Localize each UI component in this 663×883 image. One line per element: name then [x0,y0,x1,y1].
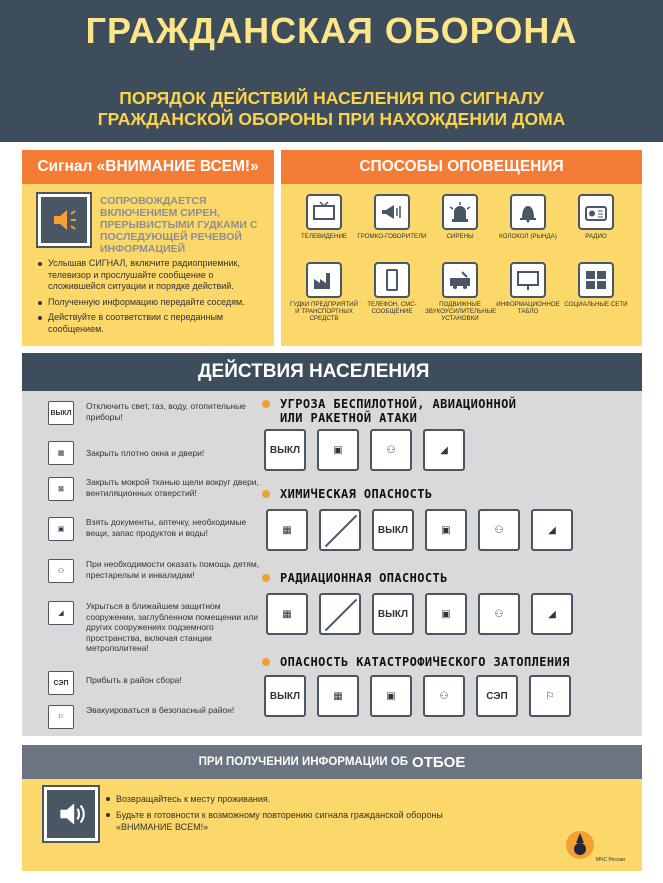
threat-radiation [260,571,448,585]
factory-icon [306,262,342,298]
siren-icon [442,194,478,230]
signal-panel [22,150,274,346]
action-item [48,671,263,695]
header [0,0,663,142]
shelter-icon: ◢ [531,509,573,551]
method-item [289,194,359,240]
power-off-icon: ВЫКЛ [264,675,306,717]
evacuate-icon: ⚐ [48,705,74,729]
action-item [48,477,263,501]
power-off-icon: ВЫКЛ [264,429,306,471]
method-item [357,194,427,240]
action-item [48,705,263,729]
threat-air-attack [260,397,516,425]
documents-icon: ▣ [370,675,412,717]
method-label: СИРЕНЫ [446,233,474,240]
window-icon: ▦ [266,593,308,635]
bell-icon [510,194,546,230]
signal-instruction: Действуйте в соответствии с переданным сообщением. [32,312,270,335]
method-label: КОЛОКОЛ (РЫНДА) [499,233,557,240]
shelter-icon: ◢ [531,593,573,635]
method-item [493,194,563,240]
shelter-icon: ◢ [423,429,465,471]
method-label: ПОДВИЖНЫЕ ЗВУКОУСИЛИТЕЛЬНЫЕ УСТАНОВКИ [425,301,497,322]
all-clear-instructions [104,793,444,837]
speaker-icon [44,787,98,841]
documents-icon: ▣ [48,517,74,541]
help-people-icon: ⚇ [478,593,520,635]
subtitle-line-2: ГРАЖДАНСКОЙ ОБОРОНЫ ПРИ НАХОЖДЕНИИ ДОМА [97,109,566,129]
signal-instruction: Услышав СИГНАЛ, включите радиоприемник, телевизор и прослушайте сообщение о сложившейся ситуации и порядке действий. [32,258,270,293]
action-text: Закрыть плотно окна и двери! [86,448,205,458]
signal-description: СОПРОВОЖДАЕТСЯ ВКЛЮЧЕНИЕМ СИРЕН, ПРЕРЫВИСТЫМИ ГУДКАМИ С ПОСЛЕДУЮЩЕЙ РЕЧЕВОЙ ИНФОРМАЦИЕЙ [100,195,258,255]
threat-title-line: РАДИАЦИОННАЯ ОПАСНОСТЬ [280,571,448,585]
notification-methods-panel [281,150,642,346]
signal-instructions [32,258,270,339]
radio-icon [578,194,614,230]
threat-actions-row [266,509,573,551]
method-item [289,262,359,322]
phone-icon [374,262,410,298]
action-item [48,517,263,541]
threat-title-line: ОПАСНОСТЬ КАТАСТРОФИЧЕСКОГО ЗАТОПЛЕНИЯ [280,655,570,669]
page-subtitle [0,88,663,130]
documents-icon: ▣ [425,509,467,551]
method-label: ТЕЛЕВИДЕНИЕ [300,233,348,240]
method-item [561,194,631,240]
documents-icon: ▣ [317,429,359,471]
actions-panel [22,353,642,736]
loudspeaker-icon [374,194,410,230]
help-people-icon: ⚇ [478,509,520,551]
window-icon: ▦ [48,441,74,465]
evacuate-icon: ⚐ [529,675,571,717]
threat-title-line: ХИМИЧЕСКАЯ ОПАСНОСТЬ [280,487,433,501]
power-off-icon: ВЫКЛ [48,401,74,425]
threat-actions-row [264,675,571,717]
threat-title-line: ИЛИ РАКЕТНОЙ АТАКИ [280,411,418,425]
bullet-dot-icon [262,574,270,582]
action-text: Эвакуироваться в безопасный район! [86,705,235,715]
threat-title [260,487,433,501]
threat-title-line: УГРОЗА БЕСПИЛОТНОЙ, АВИАЦИОННОЙ [280,397,517,411]
actions-heading: ДЕЙСТВИЯ НАСЕЛЕНИЯ [22,353,642,391]
method-item [357,262,427,315]
threat-actions-row [266,593,573,635]
all-clear-heading [22,745,642,779]
help-people-icon: ⚇ [48,559,74,583]
subtitle-line-1: ПОРЯДОК ДЕЙСТВИЙ НАСЕЛЕНИЯ ПО СИГНАЛУ [119,88,544,108]
all-clear-panel [22,745,642,871]
social-icon [578,262,614,298]
action-text: Закрыть мокрой тканью щели вокруг двери, вентиляционных отверстий! [86,477,259,498]
power-off-icon: ВЫКЛ [372,509,414,551]
action-item [48,441,263,465]
assembly-point-icon: СЭП [476,675,518,717]
shelter-icon: ◢ [48,601,74,625]
action-text: Прибыть в район сбора! [86,675,182,685]
action-text: При необходимости оказать помощь детям, престарелым и инвалидам! [86,559,260,580]
method-label: РАДИО [585,233,607,240]
method-item [493,262,563,315]
speaker-icon [38,194,90,246]
all-clear-heading-text: ПРИ ПОЛУЧЕНИИ ИНФОРМАЦИИ ОБ [198,756,409,768]
threat-actions-row [264,429,465,471]
mchs-emblem-icon [562,827,598,867]
assembly-point-icon: СЭП [48,671,74,695]
tv-icon [306,194,342,230]
seal-gaps-icon [319,593,361,635]
method-label: ТЕЛЕФОН, СМС-СООБЩЕНИЕ [367,301,417,315]
bullet-dot-icon [262,490,270,498]
documents-icon: ▣ [425,593,467,635]
mchs-logo-text: МЧС России [596,857,625,863]
power-off-icon: ВЫКЛ [372,593,414,635]
threat-title [260,655,570,669]
method-item [561,262,631,308]
all-clear-instruction: Будьте в готовности к возможному повторению сигнала гражданской обороны «ВНИМАНИЕ ВСЕМ!» [104,809,444,833]
vehicle-icon [442,262,478,298]
seal-gaps-icon [319,509,361,551]
page-title: ГРАЖДАНСКАЯ ОБОРОНА [85,10,578,51]
method-label: ИНФОРМАЦИОННОЕ ТАБЛО [496,301,560,315]
all-clear-instruction: Возвращайтесь к месту проживания. [104,793,444,805]
bullet-dot-icon [262,658,270,666]
method-item [425,194,495,240]
method-label: СОЦИАЛЬНЫЕ СЕТИ [564,301,628,308]
threat-title [260,571,448,585]
signal-instruction: Полученную информацию передайте соседям. [32,297,270,309]
threat-chemical [260,487,433,501]
board-icon [510,262,546,298]
all-clear-heading-emphasis: ОТБОЕ [412,753,466,771]
help-people-icon: ⚇ [423,675,465,717]
method-item [425,262,495,322]
method-label: ГРОМКО-ГОВОРИТЕЛИ [357,233,427,240]
window-icon: ▦ [317,675,359,717]
action-item [48,601,263,654]
window-icon: ▦ [266,509,308,551]
help-people-icon: ⚇ [370,429,412,471]
method-label: ГУДКИ ПРЕДПРИЯТИЙ И ТРАНСПОРТНЫХ СРЕДСТВ [289,301,359,322]
seal-gaps-icon: ⊠ [48,477,74,501]
action-text: Отключить свет, газ, воду, отопительные приборы! [86,401,246,422]
action-item [48,401,263,425]
bullet-dot-icon [262,400,270,408]
action-text: Укрыться в ближайшем защитном сооружении, заглубленном помещении или других сооружениях подземного пространства, включая станции метрополитена! [86,601,258,653]
threat-flood [260,655,570,669]
methods-heading: СПОСОБЫ ОПОВЕЩЕНИЯ [281,150,642,184]
action-text: Взять документы, аптечку, необходимые вещи, запас продуктов и воды! [86,517,247,538]
signal-heading: Сигнал «ВНИМАНИЕ ВСЕМ!» [22,150,274,184]
action-item [48,559,263,583]
threat-title [260,397,516,425]
